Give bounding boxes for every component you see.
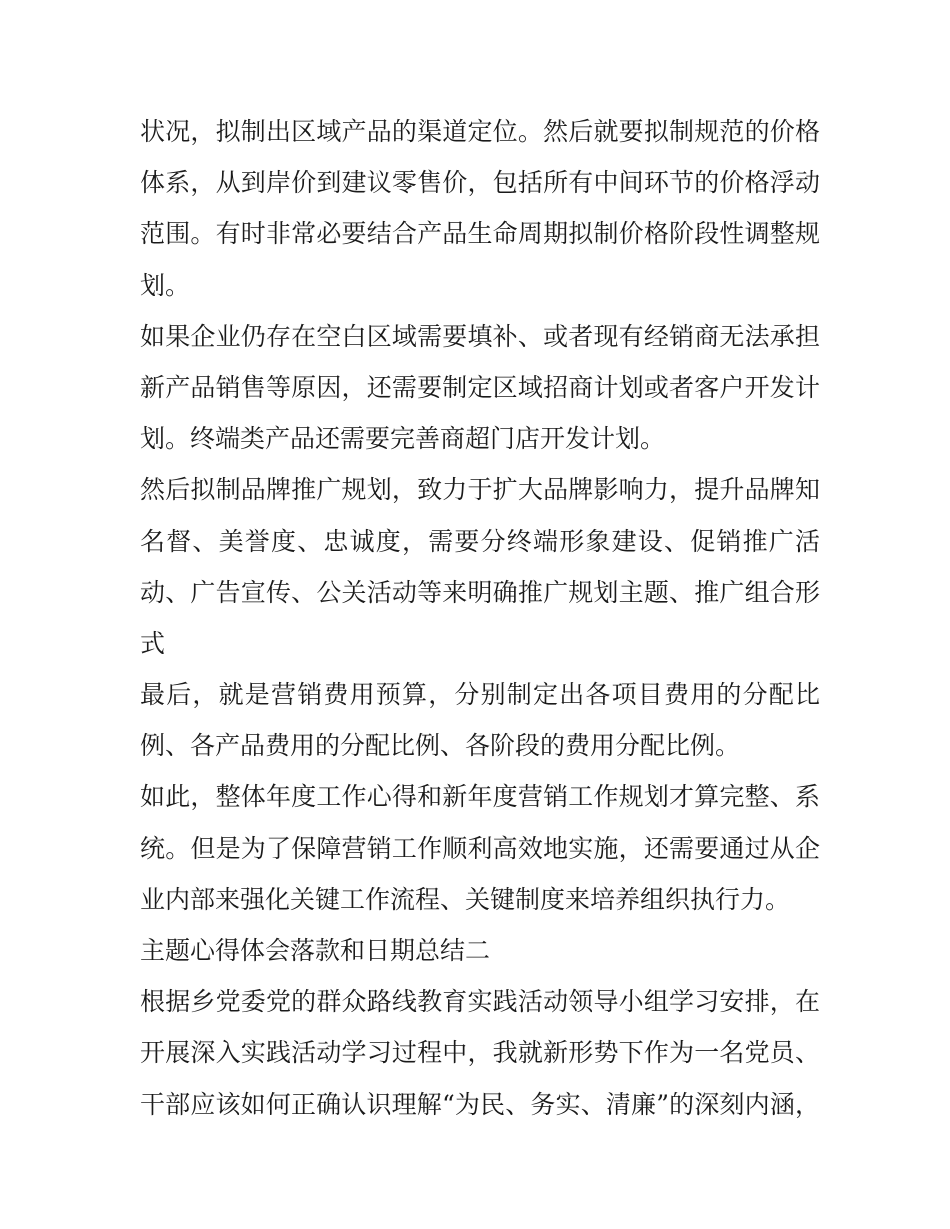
text-line: 新产品销售等原因，还需要制定区域招商计划或者客户开发计 [140,372,820,402]
text-line: 开展深入实践活动学习过程中，我就新形势下作为一名党员、 [140,1038,820,1068]
text-line: 例、各产品费用的分配比例、各阶段的费用分配比例。 [140,731,741,761]
text-line: 干部应该如何正确认识理解“为民、务实、清廉”的深刻内涵， [140,1089,820,1119]
document-body [140,106,820,1130]
text-line: 如果企业仍存在空白区域需要填补、或者现有经销商无法承担 [140,321,820,351]
text-line: 根据乡党委党的群众路线教育实践活动领导小组学习安排，在 [140,987,820,1017]
text-line: 划。 [140,270,191,300]
text-line: 动、广告宣传、公关活动等来明确推广规划主题、推广组合形 [140,577,820,607]
text-line: 统。但是为了保障营销工作顺利高效地实施，还需要通过从企 [140,833,820,863]
text-line: 体系，从到岸价到建议零售价，包括所有中间环节的价格浮动 [140,168,820,198]
text-line: 状况，拟制出区域产品的渠道定位。然后就要拟制规范的价格 [140,117,820,146]
text-line: 式 [140,628,166,658]
text-line: 范围。有时非常必要结合产品生命周期拟制价格阶段性调整规 [140,219,820,249]
text-line: 业内部来强化关键工作流程、关键制度来培养组织执行力。 [140,884,791,914]
text-line: 然后拟制品牌推广规划，致力于扩大品牌影响力，提升品牌知 [140,475,820,505]
text-line: 划。终端类产品还需要完善商超门店开发计划。 [140,424,666,454]
text-line: 如此，整体年度工作心得和新年度营销工作规划才算完整、系 [140,782,820,812]
text-line: 名督、美誉度、忠诚度，需要分终端形象建设、促销推广活 [140,526,820,556]
text-line: 最后，就是营销费用预算，分别制定出各项目费用的分配比 [140,680,820,710]
text-line: 主题心得体会落款和日期总结二 [140,936,491,965]
